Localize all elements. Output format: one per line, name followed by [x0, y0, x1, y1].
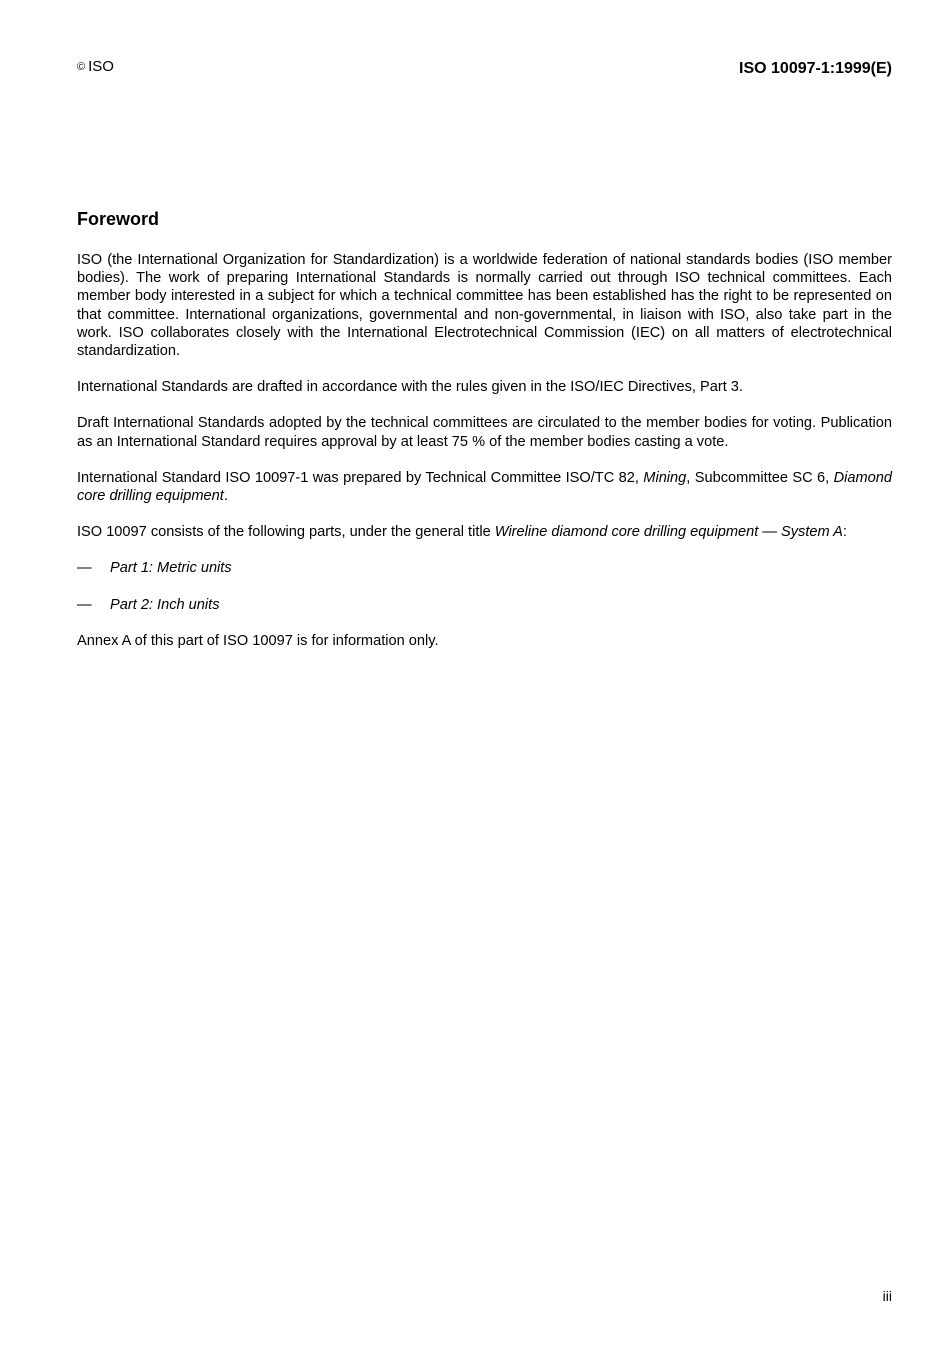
foreword-paragraph-1: ISO (the International Organization for Standardization) is a worldwide federation of national standards bodies (ISO member bodies). The work of preparing International Standards is normally carried out through ISO technical committees. Each member body interested in a subject for which a technical committee has been established has the right to be represented on that committee. International organizations, governmental and non-governmental, in liaison with ISO, also take part in the work. ISO collaborates closely with the International Electrotechnical Commission (IEC) on all matters of electrotechnical standardization. — [77, 252, 892, 360]
foreword-title: Foreword — [77, 209, 160, 229]
list-dash: — — [77, 560, 92, 577]
part-1-label: Part 1: Metric units — [110, 560, 232, 577]
general-title: Wireline diamond core drilling equipment — System A — [494, 524, 843, 541]
list-dash: — — [77, 596, 92, 613]
foreword-section — [77, 207, 892, 668]
foreword-paragraph-6: Annex A of this part of ISO 10097 is for information only. — [77, 632, 439, 649]
page-number: iii — [882, 1288, 892, 1304]
list-item — [77, 559, 892, 577]
copyright-notice — [77, 58, 114, 76]
foreword-paragraph-4 — [77, 469, 892, 505]
p4-text-middle: , Subcommittee SC 6, — [686, 469, 834, 486]
foreword-paragraph-5 — [77, 523, 892, 541]
copyright-symbol: © — [77, 61, 86, 73]
p4-text-start: International Standard ISO 10097-1 was prepared by Technical Committee ISO/TC 82, — [77, 469, 644, 486]
p4-text-end: . — [223, 488, 228, 505]
committee-title: Mining — [643, 469, 687, 486]
p5-text-end: : — [842, 524, 847, 541]
p5-text-start: ISO 10097 consists of the following parts, under the general title — [77, 524, 495, 541]
subcommittee-title: Diamond core drilling equipment — [77, 469, 893, 505]
foreword-paragraph-2: International Standards are drafted in accordance with the rules given in the ISO/IEC Directives, Part 3. — [77, 379, 743, 396]
list-item — [77, 596, 892, 614]
publisher-name: ISO — [88, 58, 114, 75]
part-2-label: Part 2: Inch units — [110, 596, 220, 613]
document-identifier: ISO 10097-1:1999(E) — [739, 60, 892, 77]
foreword-paragraph-3: Draft International Standards adopted by the technical committees are circulated to the member bodies for voting. Publication as an International Standard requires approval by at least 75 % of the member bodies casting a vote. — [77, 415, 892, 450]
